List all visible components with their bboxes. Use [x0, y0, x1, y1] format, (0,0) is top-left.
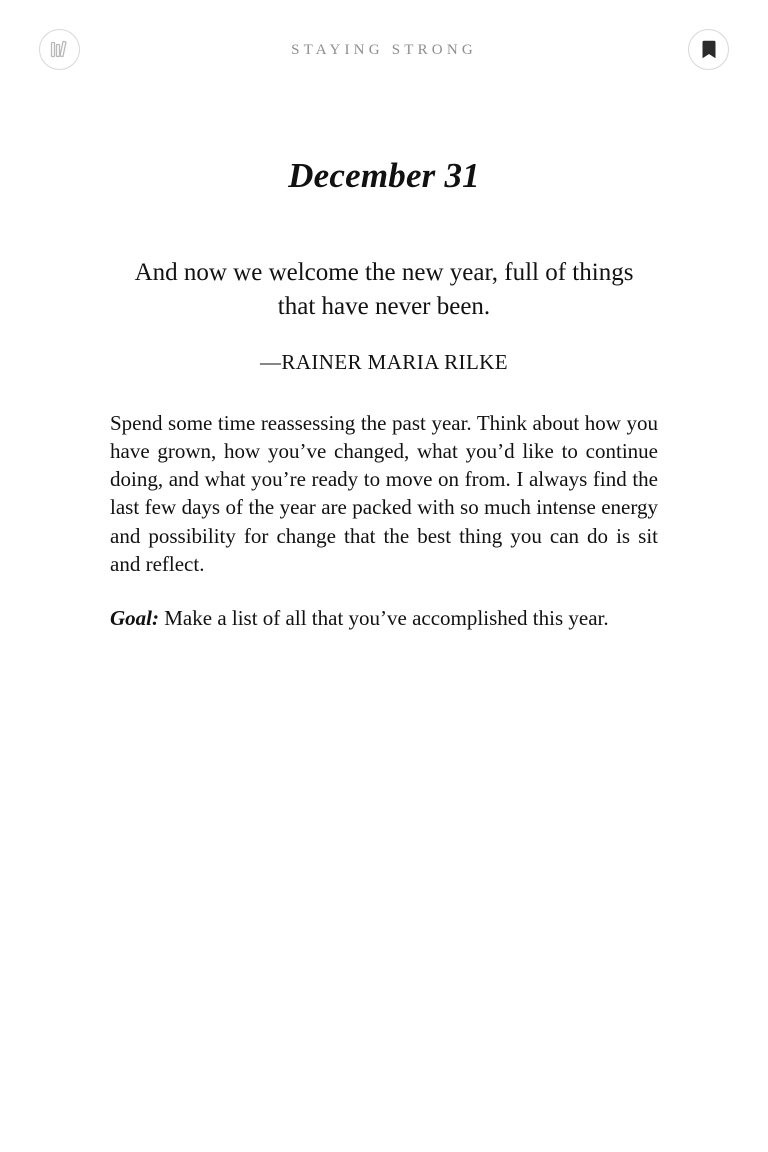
- entry-quote: And now we welcome the new year, full of things that have never been.: [134, 259, 634, 320]
- entry-goal: [110, 604, 658, 632]
- top-toolbar: [0, 0, 768, 100]
- entry-body: Spend some time reassessing the past year. Think about how you have grown, how you’ve changed, what you’d like to continue doing, and what you’re ready to move on from. I always find the last few days of the year are packed with so much intense energy and possibility for change that the best thing you can do is sit and reflect.: [110, 411, 658, 576]
- goal-text: Make a list of all that you’ve accomplished this year.: [164, 605, 609, 630]
- library-icon: [49, 39, 70, 60]
- book-title: STAYING STRONG: [291, 41, 477, 58]
- library-button[interactable]: [39, 29, 80, 70]
- bookmark-icon: [701, 39, 717, 60]
- goal-label: Goal:: [110, 605, 159, 630]
- bookmark-button[interactable]: [688, 29, 729, 70]
- page-content: [0, 156, 768, 632]
- entry-date: December 31: [288, 156, 480, 195]
- quote-attribution: —RAINER MARIA RILKE: [260, 350, 508, 374]
